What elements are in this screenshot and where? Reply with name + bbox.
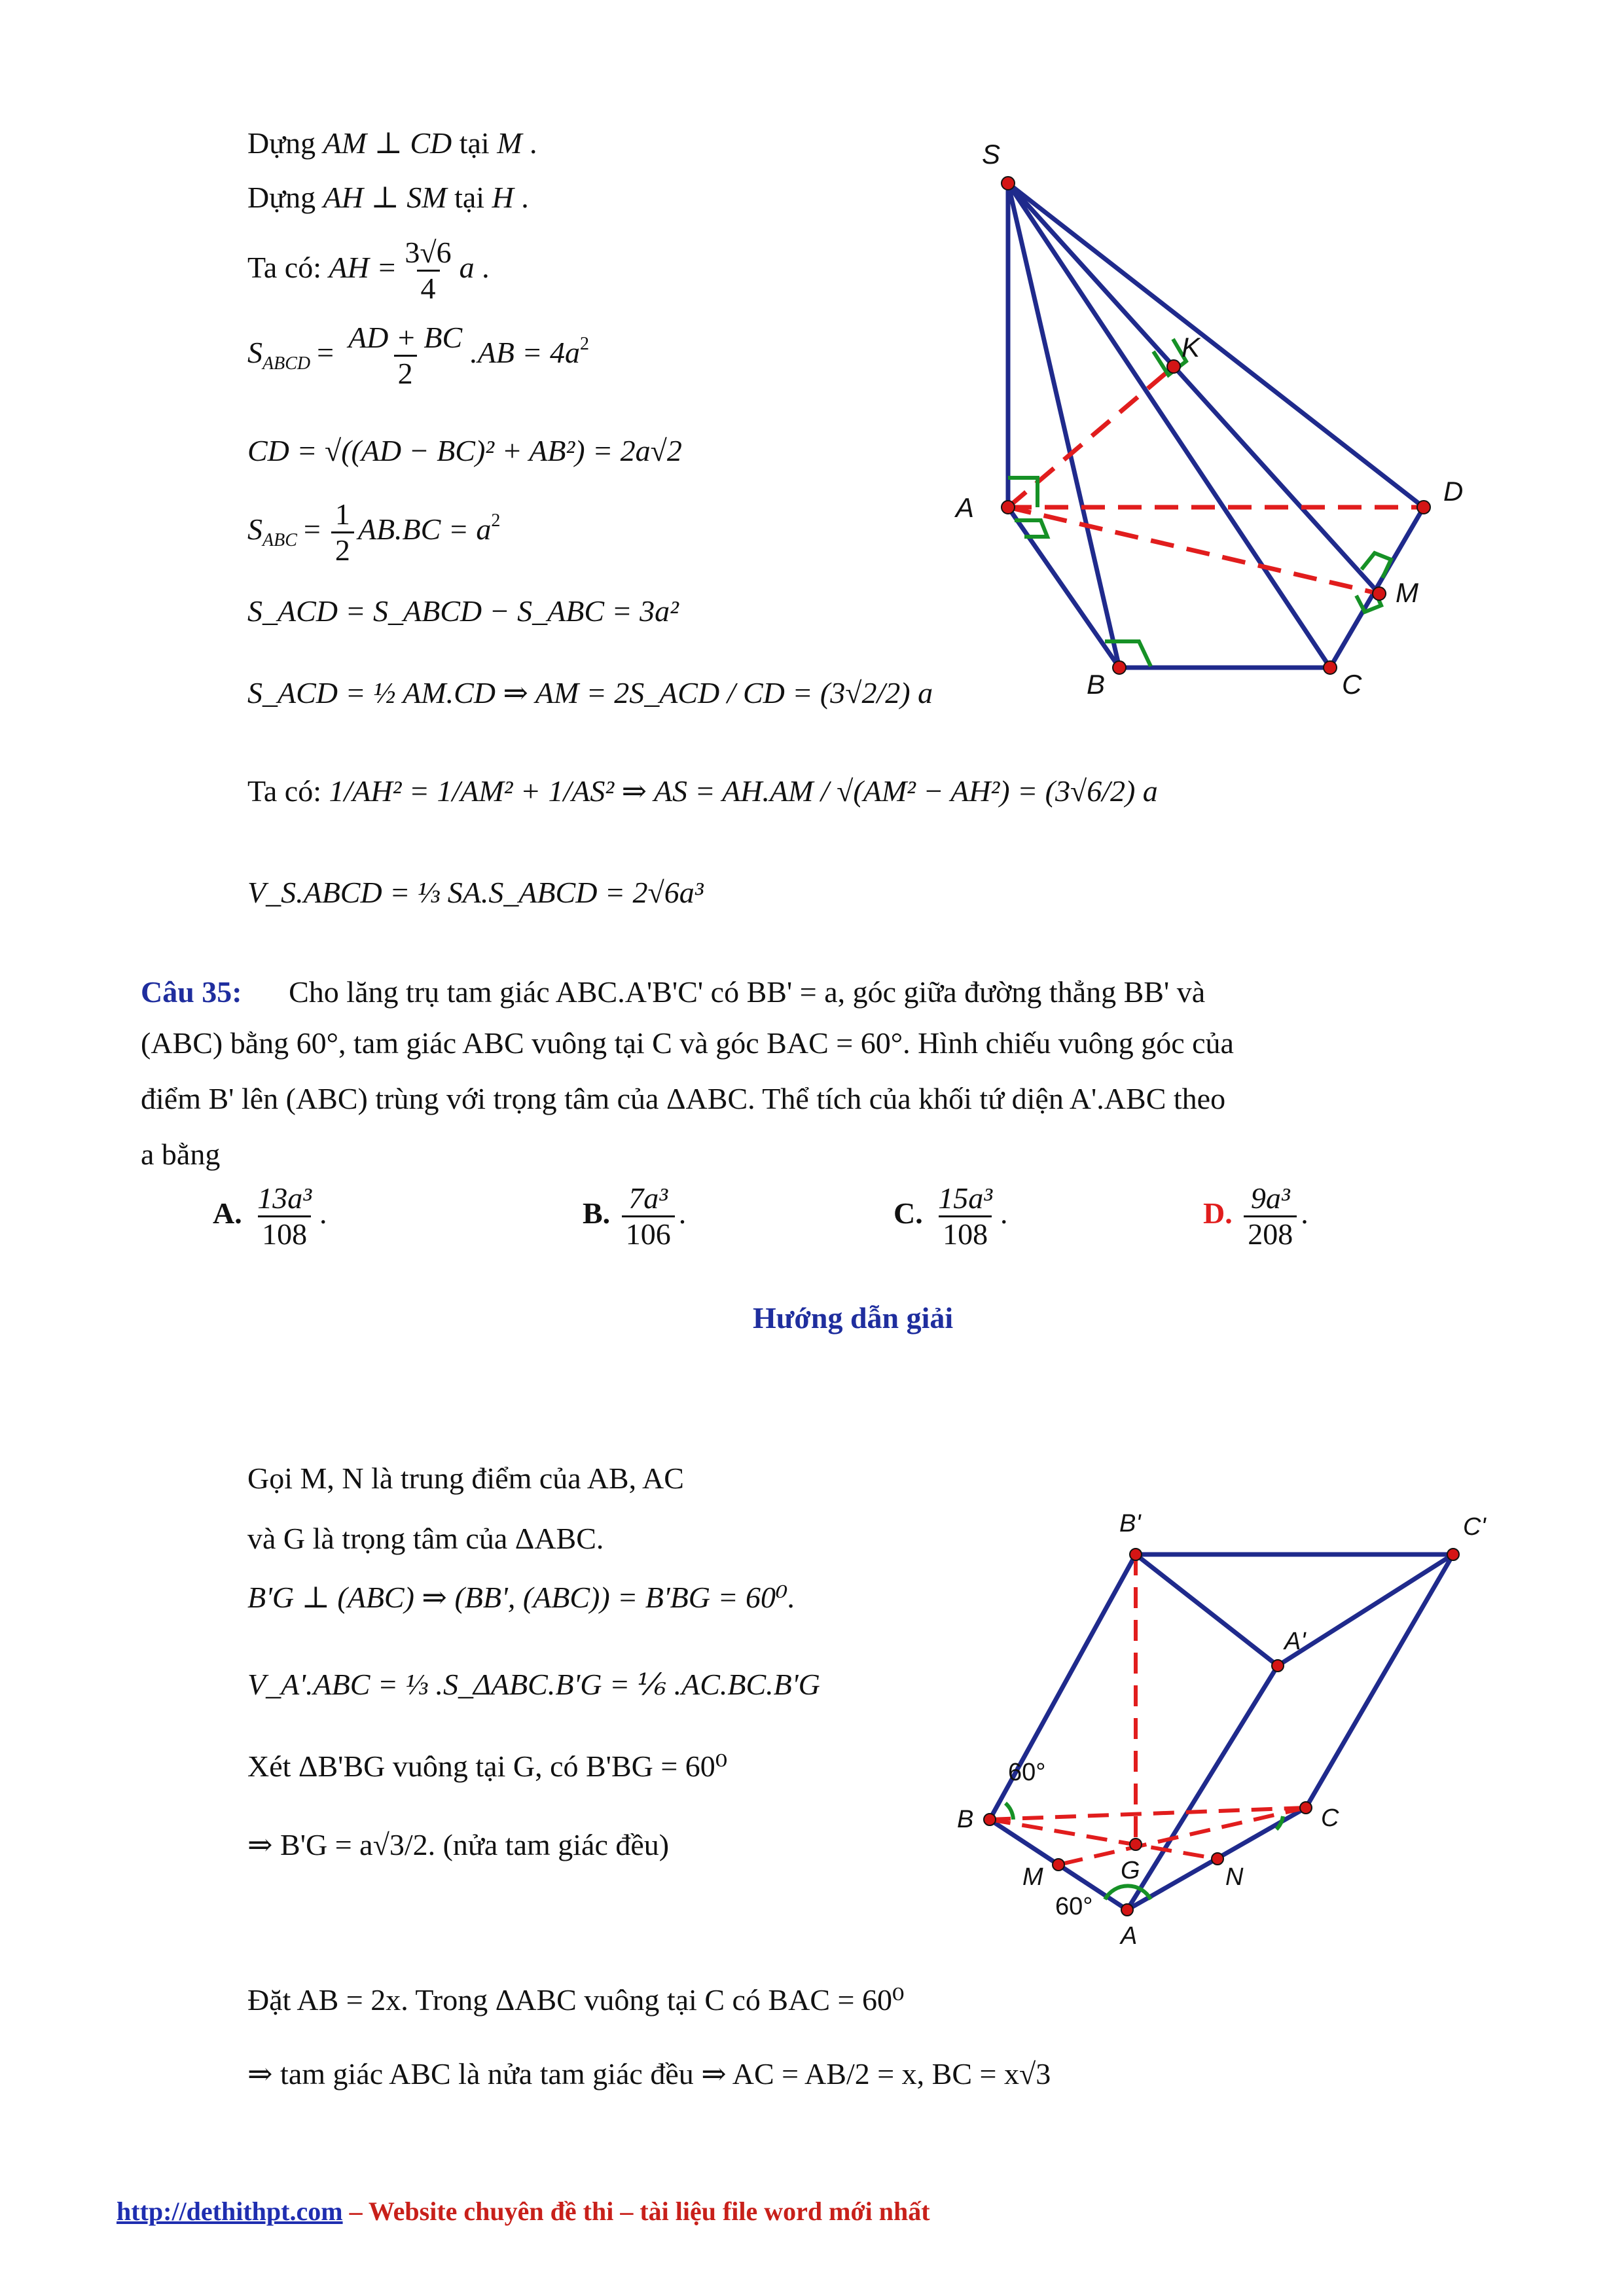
text: . [522,126,537,160]
fraction [401,236,455,306]
question-title: Câu 35: [141,975,242,1009]
fraction [253,1181,316,1251]
sol-line-8: ⇒ tam giác ABC là nửa tam giác đều ⇒ AC = AB/2 = x, BC = x√3 [247,2057,1051,2090]
subscript: ABCD [262,353,311,374]
step-line-3 [247,236,490,306]
question-line-3: điểm B' lên (ABC) trùng với trọng tâm của ΔABC. Thể tích của khối tứ diện A'.ABC theo [141,1082,1226,1115]
label-G: G [1121,1857,1140,1884]
sol-line-6: ⇒ B'G = a√3/2. (nửa tam giác đều) [247,1828,670,1861]
sol-line-1: Gọi M, N là trung điểm của AB, AC [247,1462,684,1495]
fraction [331,497,354,567]
text: Ta có: [247,774,329,808]
option-key: C. [893,1196,923,1230]
footer-link[interactable]: http://dethithpt.com [117,2197,343,2226]
text: Dựng [247,126,323,160]
numerator: 1 [334,497,350,531]
numerator: AD + BC [348,321,463,354]
math-expr: AM ⊥ CD [323,126,452,160]
denominator: 2 [331,531,354,567]
angle-label-b: 60° [1008,1759,1046,1786]
option-b[interactable]: B. $\frac{\text{7a³}}{106}$ . [583,1181,687,1251]
footer-text: – Website chuyên đề thi – tài liệu file word mới nhất [342,2197,930,2226]
label-A: A [956,492,975,523]
step-line-10: V_S.ABCD = ⅓ SA.S_ABCD = 2√6a³ [247,876,704,909]
math-expr: S [247,512,262,547]
question-line-2: (ABC) bằng 60°, tam giác ABC vuông tại C và góc BAC = 60°. Hình chiếu vuông góc của [141,1026,1234,1060]
question-text: Cho lăng trụ tam giác ABC.A'B'C' có BB' = a, góc giữa đường thẳng BB' và [289,975,1206,1009]
step-line-6 [247,497,500,567]
sol-line-7: Đặt AB = 2x. Trong ΔABC vuông tại C có BAC = 60⁰ [247,1983,905,2017]
solid-edges [1008,183,1424,668]
label-M: M [1022,1863,1043,1891]
math-point: M [497,126,522,160]
label-C: C [1321,1804,1339,1832]
step-line-8: S_ACD = ½ AM.CD ⇒ AM = 2S_ACD / CD = (3√2/2) a [247,676,933,709]
math-expr: 1/AH² = 1/AM² + 1/AS² ⇒ AS = AH.AM / √(AM² − AH²) = (3√6/2) a [329,774,1158,808]
numerator: 15a³ [938,1181,993,1215]
prism-figure [943,1499,1532,1957]
question-line-4: a bằng [141,1138,221,1171]
step-line-5: CD = √((AD − BC)² + AB²) = 2a√2 [247,434,682,467]
label-B-prime: B' [1119,1510,1141,1537]
denominator: 108 [939,1215,992,1251]
option-key: A. [213,1196,242,1230]
sol-line-4: V_A'.ABC = ⅓ .S_ΔABC.B'G = ⅙ .AC.BC.B'G [247,1668,820,1701]
operator: = [317,336,334,370]
step-line-2 [247,179,529,217]
label-N: N [1225,1863,1244,1891]
math-expr: .AB = 4a [470,336,580,370]
fraction [344,321,466,391]
text: Ta có: [247,251,329,285]
vertex-points [984,1549,1459,1916]
denominator: 208 [1244,1215,1297,1251]
text: . [513,181,529,214]
label-M: M [1396,577,1418,608]
text: tại [452,126,497,160]
math-expr: AH ⊥ SM [323,181,447,214]
label-C-prime: C' [1463,1513,1486,1541]
option-key: B. [583,1196,611,1230]
option-d-correct[interactable]: D. $\frac{\text{9a³}}{208}$ . [1203,1181,1308,1251]
step-line-9 [247,772,1158,810]
numerator: 13a³ [257,1181,312,1215]
footer [117,2196,930,2227]
sol-line-5: Xét ΔB'BG vuông tại G, có B'BG = 60⁰ [247,1749,728,1783]
denominator: 2 [394,355,417,391]
fraction [934,1181,996,1251]
math-point: H [492,181,514,214]
sol-line-2: và G là trọng tâm của ΔABC. [247,1522,604,1555]
math-expr: a [459,251,475,285]
denominator: 106 [622,1215,675,1251]
pyramid-figure [943,118,1506,707]
angle-label-a: 60° [1055,1893,1093,1920]
text: . [474,251,490,285]
subscript: ABC [262,530,297,551]
fraction [622,1181,675,1251]
label-A: A [1121,1922,1138,1950]
denominator: 108 [258,1215,311,1251]
label-B: B [1087,669,1106,700]
right-angle-marks [1008,339,1391,666]
label-C: C [1342,669,1362,700]
numerator: 9a³ [1250,1181,1290,1215]
dashed-edges [1008,367,1424,594]
option-c[interactable]: C. $\frac{\text{15a³}}{108}$ . [893,1181,1008,1251]
denominator: 4 [417,270,440,306]
dashed-edges [990,1554,1306,1865]
label-B: B [957,1806,974,1833]
label-K: K [1182,332,1200,363]
sol-line-3: B'G ⊥ (ABC) ⇒ (BB', (ABC)) = B'BG = 60⁰. [247,1581,795,1614]
math-expr: AB.BC = a [357,512,492,547]
superscript: 2 [491,511,501,531]
label-A-prime: A' [1284,1628,1306,1655]
option-key: D. [1203,1196,1233,1230]
solution-heading: Hướng dẫn giải [753,1301,954,1335]
option-a[interactable]: A. $\frac{\text{13a³}}{108}$ . [213,1181,327,1251]
step-line-7: S_ACD = S_ABCD − S_ABC = 3a² [247,594,679,628]
operator: = [303,512,321,547]
step-line-1 [247,124,537,162]
question-line-1 [141,973,1205,1011]
text: tại [446,181,492,214]
fraction [1244,1181,1297,1251]
superscript: 2 [579,334,589,355]
step-line-4 [247,321,589,391]
text: Dựng [247,181,323,214]
numerator: 3√6 [405,236,452,269]
math-expr: AH = [329,251,397,285]
numerator: 7a³ [628,1181,668,1215]
label-S: S [982,139,1001,170]
label-D: D [1443,476,1464,507]
math-expr: S [247,336,262,370]
